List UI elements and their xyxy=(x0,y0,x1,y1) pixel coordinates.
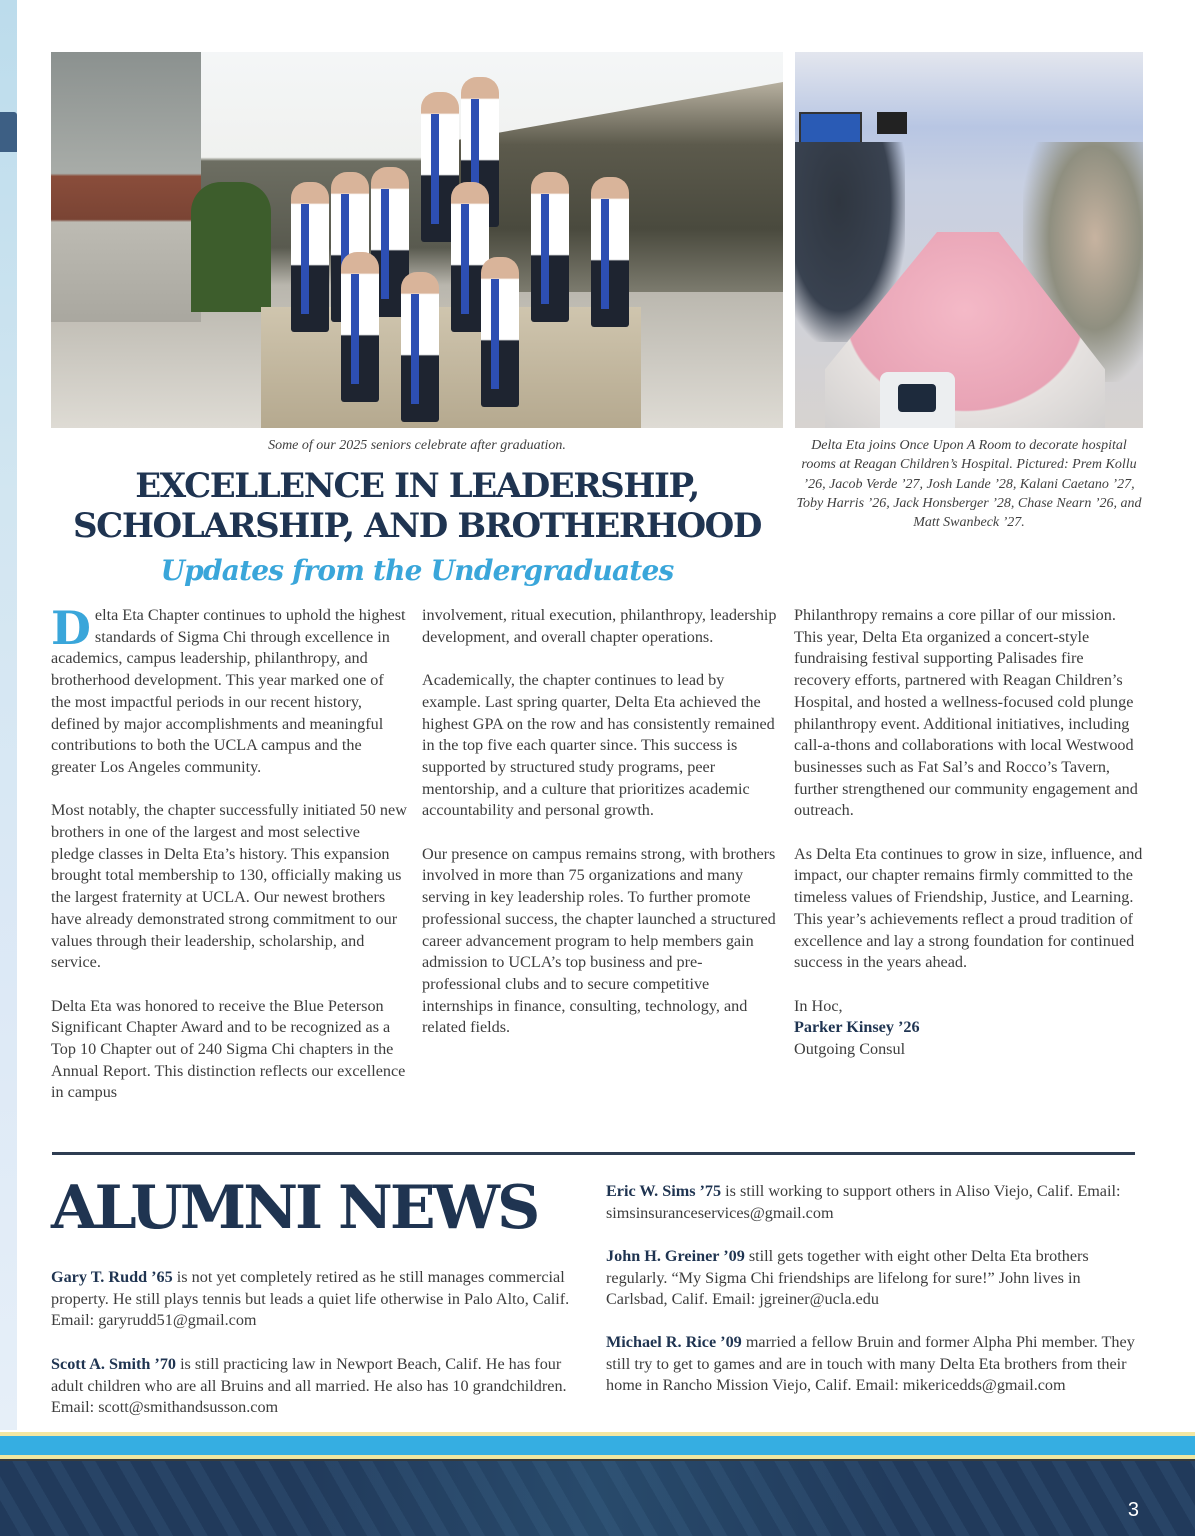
hospital-photo-caption: Delta Eta joins Once Upon A Room to decorate hospital rooms at Reagan Children’s Hospital. Pictured: Prem Kollu ’26, Jacob Verde ’27, Josh Lande ’28, Kalani Caetano ’27, Toby Harris ’26, Jack Honsberger ’28, Chase Nearn ’26, and Matt Swanbeck ’27. xyxy=(796,438,1142,531)
graduate-figure xyxy=(481,257,519,407)
section-divider xyxy=(52,1152,1135,1155)
alumni-entry xyxy=(51,1267,591,1332)
article-paragraph: Most notably, the chapter successfully initiated 50 new brothers in one of the largest and most selective pledge classes in Delta Eta’s history. This expansion brought total membership to 130, officially making us the largest fraternity at UCLA. Our newest brothers have already demonstrated strong commitment to our values through their leadership, scholarship, and service. xyxy=(51,801,407,972)
headline-line-1: EXCELLENCE IN LEADERSHIP, xyxy=(135,466,699,506)
article-paragraph: Delta Eta was honored to receive the Blue Peterson Significant Chapter Award and to be recognized as a Top 10 Chapter out of 240 Sigma Chi chapters in the Annual Report. This distinction reflects our excellence in campus xyxy=(51,996,406,1102)
alumni-entry xyxy=(606,1332,1146,1397)
alumni-entry xyxy=(606,1246,1146,1311)
photo-graduates-group xyxy=(281,72,651,402)
article-paragraph: Philanthropy remains a core pillar of our mission. This year, Delta Eta organized a concert-style fundraising festival supporting Palisades fire recovery efforts, partnered with Reagan Children’s Hospital, and hosted a wellness-focused cold plunge philanthropy event. Additional initiatives, including call-a-thons and collaborations with local Westwood businesses such as Fat Sal’s and Rocco’s Tavern, further strengthened our community engagement and outreach. xyxy=(794,606,1138,820)
graduate-figure xyxy=(291,182,329,332)
article-paragraph: involvement, ritual execution, philanthropy, leadership development, and overall chapter operations. xyxy=(422,606,777,646)
alumni-text: is still working to support others in Aliso Viejo, Calif. Email: simsinsuranceservices@gmail.com xyxy=(606,1182,1121,1222)
article-paragraph xyxy=(51,601,407,779)
article-column-2 xyxy=(422,605,778,1061)
paragraph-text: elta Eta Chapter continues to uphold the highest standards of Sigma Chi through excellence in academics, campus leadership, philanthropy, and brotherhood development. This year marked one of the most impactful periods in our recent history, defined by major accomplishments and meaningful contributions to both the UCLA campus and the greater Los Angeles community. xyxy=(51,606,406,776)
alumni-text: married a fellow Bruin and former Alpha Phi member. They still try to get to games and are in touch with many Delta Eta brothers from their home in Rancho Mission Viejo, Calif. Email: mikericedds@gmail.com xyxy=(606,1333,1135,1395)
graduation-photo-caption: Some of our 2025 seniors celebrate after graduation. xyxy=(268,438,566,453)
left-edge-decoration xyxy=(0,0,17,1430)
article-paragraph: Our presence on campus remains strong, with brothers involved in more than 75 organizations and many serving in key leadership roles. To further promote professional success, the chapter launched a structured career advancement program to help members gain admission to UCLA’s top business and pre-professional clubs and to secure competitive internships in finance, consulting, technology, and related fields. xyxy=(422,844,776,1037)
photo-medical-device xyxy=(880,372,955,428)
photo-building xyxy=(51,52,201,322)
left-edge-tab xyxy=(0,112,17,152)
alumni-entry xyxy=(606,1181,1146,1224)
signoff-name: Parker Kinsey ’26 xyxy=(794,1018,920,1037)
headline-line-2: SCHOLARSHIP, AND BROTHERHOOD xyxy=(73,506,761,546)
alumni-entry xyxy=(51,1354,591,1419)
drop-cap: D xyxy=(51,601,91,655)
alumni-name: Eric W. Sims ’75 xyxy=(606,1182,722,1200)
graduate-figure xyxy=(401,272,439,422)
alumni-name: Gary T. Rudd ’65 xyxy=(51,1268,173,1286)
photo-hedge xyxy=(191,182,271,312)
graduation-photo xyxy=(51,52,783,428)
photo-small-screen xyxy=(877,112,907,134)
graduate-figure xyxy=(341,252,379,402)
article-signoff xyxy=(794,996,1144,1061)
footer-stripe-blue xyxy=(0,1436,1195,1455)
alumni-news-title: ALUMNI NEWS xyxy=(51,1173,538,1243)
alumni-text: is not yet completely retired as he still manages commercial property. He still plays tennis but leads a quiet life otherwise in Palo Alto, Calif. Email: garyrudd51@gmail.com xyxy=(51,1268,570,1330)
article-paragraph: As Delta Eta continues to grow in size, influence, and impact, our chapter remains firmly committed to the timeless values of Friendship, Justice, and Learning. This year’s achievements reflect a proud tradition of excellence and lay a strong foundation for continued success in the years ahead. xyxy=(794,844,1143,972)
alumni-text: still gets together with eight other Delta Eta brothers regularly. “My Sigma Chi friendships are lifelong for sure!” John lives in Carlsbad, Calif. Email: jgreiner@ucla.edu xyxy=(606,1247,1089,1309)
hospital-photo xyxy=(795,52,1143,428)
alumni-name: John H. Greiner ’09 xyxy=(606,1247,745,1265)
article-column-1 xyxy=(51,601,407,1126)
photo-wall-monitor xyxy=(799,112,862,145)
graduate-figure xyxy=(531,172,569,322)
alumni-name: Michael R. Rice ’09 xyxy=(606,1333,742,1351)
page-footer xyxy=(0,1432,1195,1536)
alumni-text: is still practicing law in Newport Beach, Calif. He has four adult children who are all Bruins and all married. He also has 10 grandchildren. Email: scott@smithandsusson.com xyxy=(51,1355,567,1417)
footer-band xyxy=(0,1461,1195,1536)
signoff-title: Outgoing Consul xyxy=(794,1040,906,1059)
alumni-name: Scott A. Smith ’70 xyxy=(51,1355,177,1373)
article-headline xyxy=(51,466,783,546)
page-number: 3 xyxy=(1127,1499,1139,1521)
article-subhead: Updates from the Undergraduates xyxy=(160,554,674,587)
article-paragraph: Academically, the chapter continues to lead by example. Last spring quarter, Delta Eta achieved the highest GPA on the row and has consistently remained in the top five each quarter since. This success is supported by structured study programs, peer mentorship, and a culture that prioritizes academic accountability and personal growth. xyxy=(422,671,775,820)
article-column-3 xyxy=(794,605,1144,1061)
signoff-closing: In Hoc, xyxy=(794,996,843,1015)
graduate-figure xyxy=(591,177,629,327)
